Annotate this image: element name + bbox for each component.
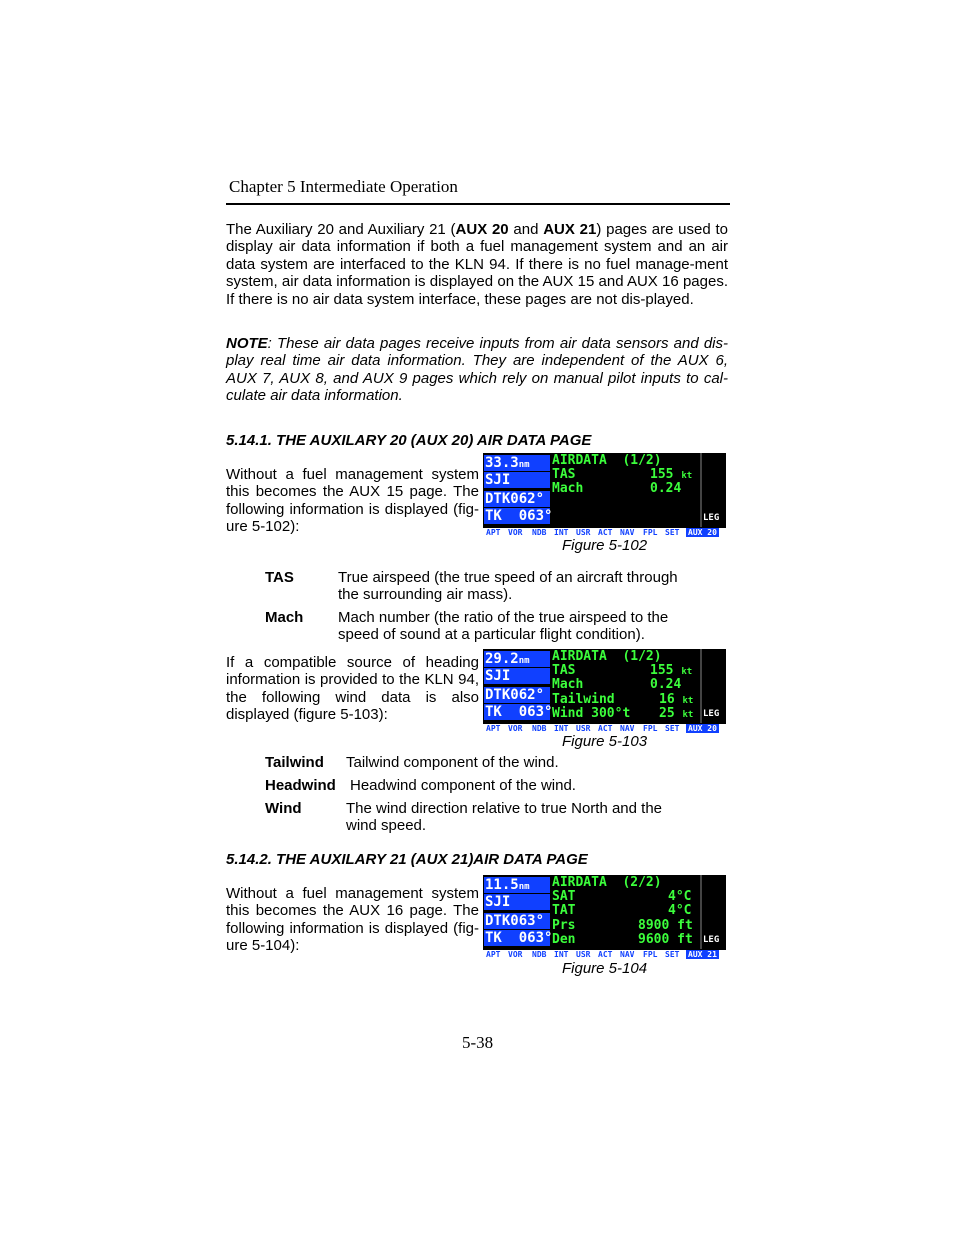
def-headwind: Headwind component of the wind. [350,777,576,794]
tas-label: TAS [552,467,576,482]
figure-caption-103: Figure 5-103 [562,733,648,750]
actual-track: TK 063° [485,930,553,946]
nav-act: ACT [598,528,613,537]
aux20-term: AUX 20 [455,221,509,238]
header-rule [226,203,730,205]
leg-indicator: LEG [703,935,720,945]
nav-set: SET [665,724,680,733]
kln94-screen-fig103 [483,649,726,733]
term-mach: Mach [265,609,304,626]
nav-vor: VOR [508,724,523,733]
intro-text-1: The Auxiliary 20 and Auxiliary 21 ( [226,221,456,238]
left-panel [483,875,553,949]
distance-readout: 29.2nm [484,651,550,667]
mach-value: 0.24 [650,677,682,692]
nav-usr: USR [576,724,591,733]
left-panel [483,453,553,527]
nav-vor: VOR [508,950,523,959]
leg-indicator: LEG [703,513,720,523]
note-text: : These air data pages receive inputs from air data sensors and dis-play real time air data information. They are independent of the AUX 6, AUX 7, AUX 8, and AUX 9 pages which rely on manual pilot inputs to cal-culate air data information. [226,335,728,405]
term-headwind: Headwind [265,777,336,794]
tailwind-value: 16 kt [659,692,694,707]
nav-int: INT [554,724,569,733]
nav-act: ACT [598,950,613,959]
right-panel [552,875,700,949]
tas-value: 155 kt [650,467,693,482]
nav-fpl: FPL [643,528,658,537]
right-panel [552,649,700,723]
den-label: Den [552,932,576,947]
term-wind: Wind [265,800,302,817]
leg-indicator: LEG [703,709,720,719]
nav-apt: APT [486,724,501,733]
section-heading-aux20: 5.14.1. THE AUXILARY 20 (AUX 20) AIR DATA PAGE [226,432,592,449]
note-paragraph [226,335,728,405]
nav-set: SET [665,528,680,537]
intro-and: and [508,221,544,238]
nav-fpl: FPL [643,724,658,733]
wind-label: Wind 300°t [552,706,631,721]
kln94-screen-fig102 [483,453,726,537]
waypoint-id: SJI [484,894,550,910]
waypoint-id: SJI [484,668,550,684]
nav-act: ACT [598,724,613,733]
distance-readout: 33.3nm [484,455,550,471]
intro-text-2: ) pages are used to display air data information if both a fuel management system and an air data system are interfaced to the KLN 94. If there is no fuel manage-ment system, air data information is displayed on the AUX 15 and AUX 16 pages. If there is no air data system interface, these pages are not dis-played. [226,221,728,308]
waypoint-id: SJI [484,472,550,488]
airdata-title: AIRDATA (1/2) [552,453,662,468]
nav-current-page: AUX 21 [688,950,717,959]
mach-label: Mach [552,481,584,496]
nav-nav: NAV [620,528,635,537]
actual-track: TK 063° [485,508,553,524]
kln94-screen-fig104 [483,875,726,959]
nav-set: SET [665,950,680,959]
desired-track: DTK062° [484,687,550,703]
divider [700,453,702,527]
wind-description: If a compatible source of heading information is provided to the KLN 94, the following wind data is also displayed (figure 5-103): [226,654,479,724]
nav-nav: NAV [620,950,635,959]
wind-value: 25 kt [659,706,694,721]
tat-label: TAT [552,903,576,918]
note-label: NOTE [226,335,268,352]
nav-ndb: NDB [532,950,547,959]
prs-value: 8900 ft [638,918,693,933]
nav-apt: APT [486,528,501,537]
tas-label: TAS [552,663,576,678]
term-tailwind: Tailwind [265,754,324,771]
mach-label: Mach [552,677,584,692]
nav-int: INT [554,950,569,959]
airdata-title: AIRDATA (2/2) [552,875,662,890]
desired-track: DTK063° [484,913,550,929]
page-number: 5-38 [462,1033,494,1052]
intro-paragraph [226,221,728,308]
def-mach: Mach number (the ratio of the true airspeed to the speed of sound at a particular flight condition). [338,609,669,644]
def-tas: True airspeed (the true speed of an aircraft through the surrounding air mass). [338,569,678,604]
nav-current-page: AUX 20 [688,528,717,537]
sat-label: SAT [552,889,576,904]
sat-value: 4°C [668,889,692,904]
nav-usr: USR [576,950,591,959]
aux21-term: AUX 21 [543,221,597,238]
figure-caption-102: Figure 5-102 [562,537,648,554]
divider [700,875,702,949]
aux21-description: Without a fuel management system this becomes the AUX 16 page. The following information is displayed (fig-ure 5-104): [226,885,479,955]
tailwind-label: Tailwind [552,692,615,707]
tat-value: 4°C [668,903,692,918]
def-wind: The wind direction relative to true North and the wind speed. [346,800,663,835]
prs-label: Prs [552,918,576,933]
tas-value: 155 kt [650,663,693,678]
nav-usr: USR [576,528,591,537]
nav-vor: VOR [508,528,523,537]
section-heading-aux21: 5.14.2. THE AUXILARY 21 (AUX 21)AIR DATA PAGE [226,851,588,868]
nav-ndb: NDB [532,528,547,537]
actual-track: TK 063° [485,704,553,720]
figure-caption-104: Figure 5-104 [562,960,648,977]
nav-fpl: FPL [643,950,658,959]
aux20-description: Without a fuel management system this becomes the AUX 15 page. The following information is displayed (fig-ure 5-102): [226,466,479,536]
term-tas: TAS [265,569,294,586]
mach-value: 0.24 [650,481,682,496]
nav-current-page: AUX 20 [688,724,717,733]
nav-apt: APT [486,950,501,959]
distance-readout: 11.5nm [484,877,550,893]
desired-track: DTK062° [484,491,550,507]
def-tailwind: Tailwind component of the wind. [346,754,559,771]
nav-nav: NAV [620,724,635,733]
nav-int: INT [554,528,569,537]
divider [700,649,702,723]
nav-ndb: NDB [532,724,547,733]
left-panel [483,649,553,723]
chapter-header: Chapter 5 Intermediate Operation [229,177,458,196]
airdata-title: AIRDATA (1/2) [552,649,662,664]
den-value: 9600 ft [638,932,693,947]
right-panel [552,453,700,527]
